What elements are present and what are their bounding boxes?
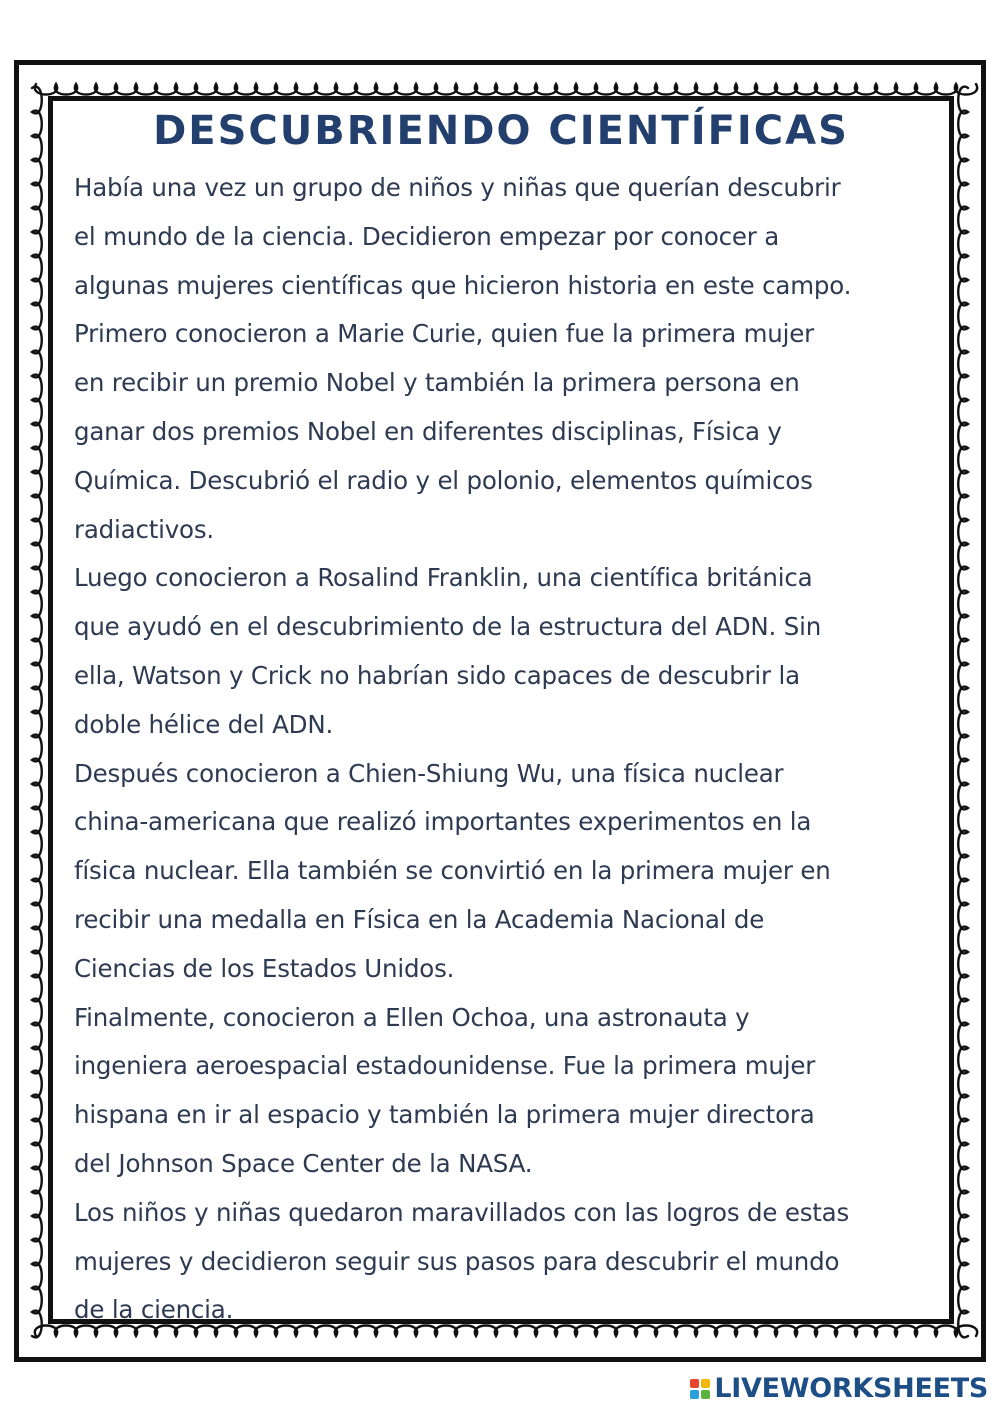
logo-square bbox=[701, 1390, 710, 1399]
story-line: Ciencias de los Estados Unidos. bbox=[74, 953, 455, 983]
page-title: DESCUBRIENDO CIENTÍFICAS bbox=[153, 108, 849, 154]
story-line: radiactivos. bbox=[74, 514, 214, 544]
story-line: Había una vez un grupo de niños y niñas que querían descubrir bbox=[74, 173, 841, 202]
story-line: de la ciencia. bbox=[74, 1295, 234, 1325]
story-text bbox=[74, 164, 944, 1335]
swirl-border-stroke bbox=[958, 87, 968, 1338]
story-line: del Johnson Space Center de la NASA. bbox=[74, 1148, 533, 1178]
story-line: doble hélice del ADN. bbox=[74, 709, 334, 739]
story-line: en recibir un premio Nobel y también la primera persona en bbox=[74, 368, 800, 398]
story-line: recibir una medalla en Física en la Academia Nacional de bbox=[74, 904, 765, 934]
story-line: que ayudó en el descubrimiento de la estructura del ADN. Sin bbox=[74, 612, 822, 642]
story-line: hispana en ir al espacio y también la primera mujer directora bbox=[74, 1100, 815, 1130]
story-line: ella, Watson y Crick no habrían sido capaces de descubrir la bbox=[74, 660, 800, 690]
story-line: Finalmente, conocieron a Ellen Ochoa, una astronauta y bbox=[74, 1002, 750, 1032]
swirl-border-stroke bbox=[32, 87, 42, 1338]
logo-square bbox=[690, 1390, 699, 1399]
liveworksheets-logo-icon bbox=[690, 1379, 710, 1399]
story-line: mujeres y decidieron seguir sus pasos para descubrir el mundo bbox=[74, 1246, 840, 1276]
story-line: ganar dos premios Nobel en diferentes disciplinas, Física y bbox=[74, 416, 782, 446]
story-line: física nuclear. Ella también se convirtió en la primera mujer en bbox=[74, 856, 831, 886]
liveworksheets-branding bbox=[690, 1373, 988, 1404]
story-line: china-americana que realizó importantes experimentos en la bbox=[74, 807, 812, 837]
story-line: algunas mujeres científicas que hicieron historia en este campo. bbox=[74, 270, 852, 300]
story-line: Luego conocieron a Rosalind Franklin, una científica británica bbox=[74, 563, 813, 593]
story-line: el mundo de la ciencia. Decidieron empezar por conocer a bbox=[74, 221, 780, 251]
story-line: ingeniera aeroespacial estadounidense. Fue la primera mujer bbox=[74, 1051, 816, 1081]
logo-square bbox=[701, 1379, 710, 1388]
logo-square bbox=[690, 1379, 699, 1388]
story-line: Los niños y niñas quedaron maravillados con las logros de estas bbox=[74, 1197, 850, 1227]
swirl-border-stroke bbox=[35, 84, 977, 95]
story-line: Después conocieron a Chien-Shiung Wu, una física nuclear bbox=[74, 758, 784, 788]
brand-name: LIVEWORKSHEETS bbox=[714, 1373, 988, 1404]
story-line: Primero conocieron a Marie Curie, quien fue la primera mujer bbox=[74, 319, 814, 349]
story-line: Química. Descubrió el radio y el polonio, elementos químicos bbox=[74, 465, 813, 495]
